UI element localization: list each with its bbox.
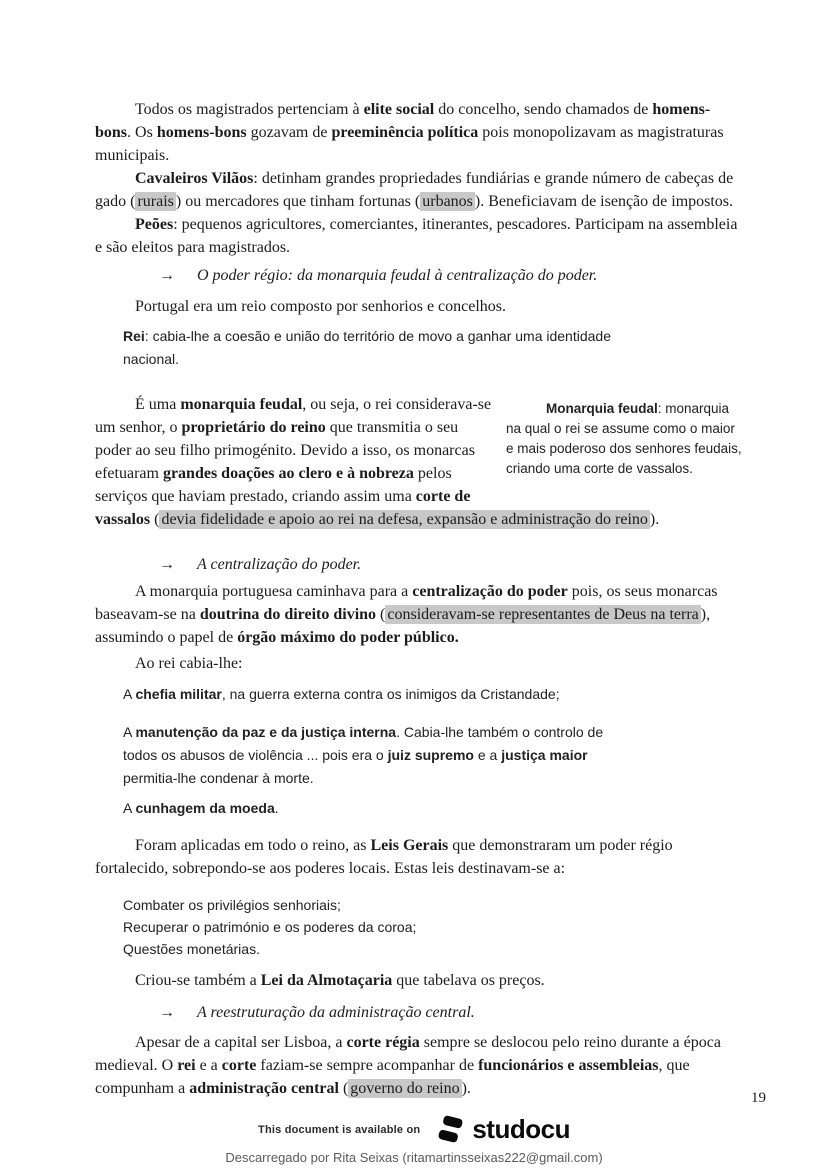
paragraph bbox=[95, 213, 746, 259]
text-run: administração central bbox=[189, 1080, 339, 1097]
studocu-wordmark: studocu bbox=[472, 1114, 570, 1144]
margin-note bbox=[506, 399, 746, 495]
text-run: pois monopolizavam as magistraturas municipais. bbox=[95, 124, 724, 164]
text-run: Combater os privilégios senhoriais; bbox=[123, 897, 341, 913]
text-run: ). Beneficiavam de isenção de impostos. bbox=[474, 193, 734, 210]
text-run: Apesar de a capital ser Lisboa, a bbox=[135, 1034, 347, 1051]
highlighted-text: governo do reino bbox=[350, 1080, 460, 1097]
section-heading-text: A reestruturação da administração central. bbox=[197, 1004, 475, 1021]
text-run: Foram aplicadas em todo o reino, as bbox=[135, 837, 371, 854]
text-run: Cavaleiros Vilãos bbox=[135, 170, 254, 187]
text-run: ). bbox=[461, 1080, 471, 1097]
paragraph bbox=[95, 167, 746, 213]
text-run: que transmitia o seu poder ao seu filho primogénito. Devido a isso, os monarcas efetuaram bbox=[95, 419, 475, 482]
page-number: 19 bbox=[751, 1090, 766, 1106]
text-run: e a bbox=[195, 1057, 222, 1074]
text-run: corte de vassalos bbox=[95, 488, 471, 528]
text-run: A bbox=[123, 724, 136, 740]
side-note bbox=[123, 797, 638, 820]
text-run: Todos os magistrados pertenciam à bbox=[135, 101, 364, 118]
text-run: Lei da Almotaçaria bbox=[260, 972, 393, 989]
highlighted-text: devia fidelidade e apoio ao rei na defesa, expansão e administração do reino bbox=[161, 511, 648, 528]
text-run: permitia-lhe condenar à morte. bbox=[123, 770, 314, 786]
list-item bbox=[123, 894, 746, 916]
paragraph bbox=[95, 1031, 746, 1100]
text-run: homens-bons bbox=[156, 124, 247, 141]
text-run: Rei bbox=[123, 328, 145, 344]
text-run: rei bbox=[177, 1057, 196, 1074]
text-run: ( bbox=[376, 606, 386, 623]
section-heading bbox=[95, 1001, 746, 1024]
text-run: ( bbox=[150, 511, 160, 528]
text-run: gozavam de bbox=[246, 124, 332, 141]
section-heading bbox=[95, 264, 746, 287]
text-run: proprietário do reino bbox=[181, 419, 326, 436]
highlighted-text: rurais bbox=[137, 193, 174, 210]
list-item bbox=[123, 916, 746, 938]
side-note bbox=[123, 721, 638, 790]
studocu-logo-icon bbox=[435, 1114, 466, 1145]
text-run: que tabelava os preços. bbox=[392, 972, 545, 989]
text-run: preeminência política bbox=[331, 124, 479, 141]
text-run: : pequenos agricultores, comerciantes, itinerantes, pescadores. Participam na assembleia e são eleitos para magistrados. bbox=[95, 216, 738, 256]
text-run: juiz supremo bbox=[387, 747, 474, 763]
arrow-icon: → bbox=[159, 1004, 175, 1021]
text-run: É uma bbox=[135, 396, 181, 413]
document-body bbox=[95, 98, 746, 1100]
text-run: cunhagem da moeda bbox=[135, 800, 275, 816]
text-run: . bbox=[274, 800, 279, 816]
text-run: Leis Gerais bbox=[370, 837, 449, 854]
side-note bbox=[123, 325, 638, 371]
text-run: Ao rei cabia-lhe: bbox=[135, 655, 243, 672]
paragraph bbox=[95, 834, 746, 880]
text-run: corte bbox=[221, 1057, 257, 1074]
text-run: centralização do poder bbox=[412, 583, 568, 600]
section-heading bbox=[95, 553, 746, 576]
text-run: que demonstraram um poder régio fortalecido, sobrepondo-se aos poderes locais. Estas leis destinavam-se a: bbox=[95, 837, 673, 877]
text-run: e a bbox=[473, 747, 502, 763]
text-run: , na guerra externa contra os inimigos da Cristandade; bbox=[221, 686, 560, 702]
text-run: ). bbox=[649, 511, 660, 528]
text-run: manutenção da paz e da justiça interna bbox=[135, 724, 397, 740]
text-run: chefia militar bbox=[135, 686, 222, 702]
text-run: A bbox=[123, 800, 136, 816]
text-run: ), assumindo o papel de bbox=[95, 606, 711, 646]
text-run: faziam-se sempre acompanhar de bbox=[256, 1057, 479, 1074]
paragraph bbox=[95, 295, 746, 318]
paragraph bbox=[95, 969, 746, 992]
section-heading-text: A centralização do poder. bbox=[197, 556, 362, 573]
text-run: : detinham grandes propriedades fundiárias e grande número de cabeças de gado ( bbox=[95, 170, 734, 210]
text-run: A bbox=[123, 686, 136, 702]
arrow-icon: → bbox=[159, 267, 175, 284]
studocu-link[interactable] bbox=[435, 1114, 570, 1145]
studocu-footer bbox=[0, 1114, 828, 1165]
text-run: grandes doações ao clero e à nobreza bbox=[162, 465, 414, 482]
side-note bbox=[123, 683, 638, 706]
arrow-icon: → bbox=[159, 556, 175, 573]
text-run: monarquia feudal bbox=[180, 396, 303, 413]
paragraph bbox=[95, 580, 746, 649]
text-run: justiça maior bbox=[501, 747, 588, 763]
text-run: Questões monetárias. bbox=[123, 941, 260, 957]
text-run: : monarquia na qual o rei se assume como o maior e mais poderoso dos senhores feudais, criando uma corte de vassalos. bbox=[506, 401, 742, 476]
text-run: doutrina do direito divino bbox=[199, 606, 377, 623]
text-run: ( bbox=[338, 1080, 349, 1097]
text-run: Peões bbox=[135, 216, 174, 233]
paragraph bbox=[95, 393, 746, 531]
text-run: ) ou mercadores que tinham fortunas ( bbox=[175, 193, 421, 210]
text-run: Monarquia feudal bbox=[546, 401, 658, 416]
available-on-label: This document is available on bbox=[258, 1123, 421, 1136]
text-run: . Os bbox=[127, 124, 157, 141]
bullet-list bbox=[123, 894, 746, 960]
list-item bbox=[123, 938, 746, 960]
text-run: Criou-se também a bbox=[135, 972, 261, 989]
text-run: órgão máximo do poder público. bbox=[237, 629, 459, 646]
text-run: corte régia bbox=[346, 1034, 420, 1051]
text-run: Recuperar o património e os poderes da coroa; bbox=[123, 919, 417, 935]
text-run: elite social bbox=[363, 101, 435, 118]
paragraph bbox=[95, 98, 746, 167]
highlighted-text: urbanos bbox=[422, 193, 473, 210]
text-run: , ou seja, o rei considerava-se um senhor, o bbox=[95, 396, 492, 436]
downloaded-by-label: Descarregado por Rita Seixas (ritamartinsseixas222@gmail.com) bbox=[225, 1150, 603, 1165]
text-run: funcionários e assembleias bbox=[478, 1057, 659, 1074]
footer-available-row bbox=[258, 1114, 570, 1145]
highlighted-text: consideravam-se representantes de Deus na terra bbox=[387, 606, 699, 623]
text-run: A monarquia portuguesa caminhava para a bbox=[135, 583, 413, 600]
text-run: , que compunham a bbox=[95, 1057, 690, 1097]
text-run: pelos serviços que haviam prestado, criando assim uma bbox=[95, 465, 452, 505]
text-run: do concelho, sendo chamados de bbox=[434, 101, 653, 118]
section-heading-text: O poder régio: da monarquia feudal à centralização do poder. bbox=[197, 267, 598, 284]
text-run: sempre se deslocou pelo reino durante a época medieval. O bbox=[95, 1034, 721, 1074]
text-run: . Cabia-lhe também o controlo de todos os abusos de violência ... pois era o bbox=[123, 724, 604, 763]
text-run: pois, os seus monarcas baseavam-se na bbox=[95, 583, 718, 623]
paragraph bbox=[95, 652, 746, 675]
text-run: Portugal era um reio composto por senhorios e concelhos. bbox=[135, 298, 507, 315]
text-run: homens-bons bbox=[95, 101, 711, 141]
text-run: : cabia-lhe a coesão e união do território de movo a ganhar uma identidade nacional. bbox=[123, 328, 611, 367]
